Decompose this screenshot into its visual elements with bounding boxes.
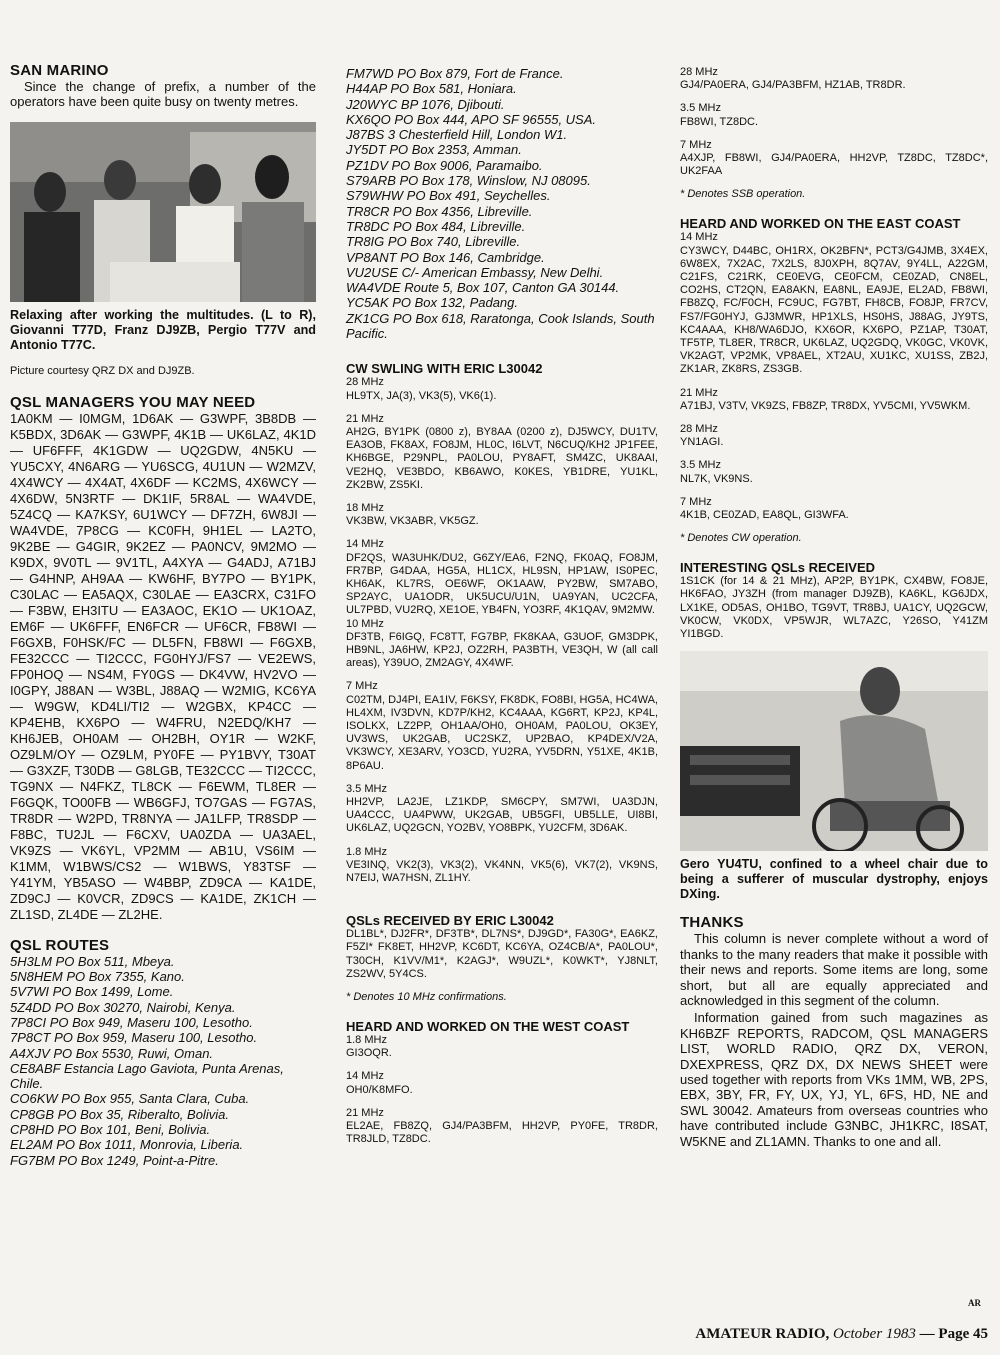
west-coast-note: * Denotes SSB operation. xyxy=(680,188,806,201)
route-item: CO6KW PO Box 955, Santa Clara, Cuba. xyxy=(10,1091,250,1107)
san-marino-photo xyxy=(10,122,316,302)
band-label: 28 MHz xyxy=(680,66,718,78)
qsls-eric-note: * Denotes 10 MHz confirmations. xyxy=(346,991,507,1004)
wheelchair-photo-illustration xyxy=(680,651,988,851)
yu4tu-caption: Gero YU4TU, confined to a wheel chair due to being a sufferer of muscular dystrophy, enjoys DXing. xyxy=(680,857,988,902)
band-calls: A4XJP, FB8WI, GJ4/PA0ERA, HH2VP, TZ8DC, TZ8DC*, UK2FAA xyxy=(680,152,988,178)
qsls-eric-heading: QSLs RECEIVED BY ERIC L30042 xyxy=(346,913,554,929)
west-coast-heading: HEARD AND WORKED ON THE WEST COAST xyxy=(346,1019,630,1035)
qsl-routes-list-2 xyxy=(346,66,658,341)
band-label: 28 MHz xyxy=(346,376,384,389)
route-item: H44AP PO Box 581, Honiara. xyxy=(346,81,517,97)
band-calls: DF3TB, F6IGQ, FC8TT, FG7BP, FK8KAA, G3UOF, GM3DPK, HB9NL, JA6HW, KP2J, OZ2RH, PA3BTH, VE3QH, W (all call areas), Y39UO, ZM2AGY, 4X4WF. xyxy=(346,630,658,670)
route-item: S79ARB PO Box 178, Winslow, NJ 08095. xyxy=(346,173,591,189)
thanks-paragraph-1: This column is never complete without a word of thanks to the many readers that make it possible with their news and reports. Some items are long, some short, but all are equally appreciated and acknowledged in this segment of the column. xyxy=(680,931,988,1008)
band-calls: OH0/K8MFO. xyxy=(346,1083,413,1096)
route-item: VU2USE C/- American Embassy, New Delhi. xyxy=(346,264,604,280)
route-item: CE8ABF Estancia Lago Gaviota, Punta Arenas, Chile. xyxy=(10,1060,284,1092)
magazine-name: AMATEUR RADIO, xyxy=(695,1326,830,1342)
band-label: 1.8 MHz xyxy=(346,845,387,858)
band-label: 7 MHz xyxy=(680,495,712,508)
qsl-managers-heading: QSL MANAGERS YOU MAY NEED xyxy=(10,393,256,411)
route-item: 7P8CI PO Box 949, Maseru 100, Lesotho. xyxy=(10,1015,253,1030)
route-item: A4XJV PO Box 5530, Ruwi, Oman. xyxy=(10,1045,214,1061)
route-item: 5Z4DD PO Box 30270, Nairobi, Kenya. xyxy=(10,999,236,1015)
issue-date: October 1983 xyxy=(833,1326,916,1342)
band-label: 28 MHz xyxy=(680,423,718,436)
band-calls: DF2QS, WA3UHK/DU2, G6ZY/EA6, F2NQ, FK0AQ, FO8JM, FR7BP, G4DAA, HG5A, HL1CX, HL9SN, HP1AW, IS0PEC, KH6AK, KL7RS, OE6WF, OK1AAW, PY2BW, SM7ABO, SP2AYC, UA1ODR, UK5UCU/U1N, UA9YAN, UC2CFA, UL7PBD, VU2RQ, XE1OE, YB4FN, YO3RF, 4K1QAV, 9M2MW. xyxy=(346,551,658,617)
route-item: JY5DT PO Box 2353, Amman. xyxy=(346,142,522,158)
band-calls: HH2VP, LA2JE, LZ1KDP, SM6CPY, SM7WI, UA3DJN, UA4CCC, UA4PWW, UK2GAB, UB5GFI, UB5LLE, UI8BI, UK6LAZ, UQ2GCN, YO2BV, YO8BPK, YU2CFM, 3D6AK. xyxy=(346,796,658,835)
band-label: 18 MHz xyxy=(346,501,384,514)
qsl-managers-list: 1A0KM — I0MGM, 1D6AK — G3WPF, 3B8DB — K5BDX, 3D6AK — G3WPF, 4K1B — UK6LAZ, 4K1D — UF6FFF, 4K1GDW — UQ2GDW, 4N5KU — YU5CXY, 4N6ARG — YU6SCG, 4U1UN — W2MZV, 4X4WCY — 4X4AT, 4X6DF — KC2MS, 4X6WCY — 4X6DW, 5N3RTF — DK1IF, 5R8AL — WA4VDE, 5Z4CQ — KA7KSY, 6U1WCY — DF7ZH, 6W8JI — WA4VDE, 7P8CG — KC0FH, 9H1EL — LA2TO, 9K2BE — G4GIR, 9K2EZ — PA0NCV, 9M2MO — K9DX, 9V0TL — 9V1TL, A4XYA — G4ADJ, A71BJ — G4HNP, AH9AA — KW6HF, BY7PO — BY1PK, C30LAC — EA5AQX, C30LAE — EA3CRX, C31FO — F3BW, EH3ITU — EA3AOC, EK1O — UK1OAZ, EM6F — UK6FFF, EN6FCR — UF6CR, FB8WI — F6GXB, F0HSK/FC — DL5FN, FB8WI — F6GXB, FE32CCC — TI2CCC, FG0HYJ/FS7 — VE2EWS, FP0HOQ — NS4M, FY0GS — DK4VW, HV2VO — I0GPY, J88AN — W3BL, J88AQ — W2MIG, KC6YA — W9GW, KD4LI/TI2 — W2GBX, KP4CC — KP4EHB, KX6PO — W4FRU, N2EDQ/KH7 — KH6JEB, OH0AM — OH2BH, OY1R — W2KF, OZ9LM/OY — OZ9LM, PY0FE — PY1BVY, T30AT — G3XZF, T30DB — G8LGB, TE32CCC — TI2CCC, TG9NX — N4FKZ, TL8CK — F6EWM, TL8ER — F6GQK, TO00FB — WB6GFJ, TO7GAS — FG7AS, TR8DR — W2PD, TR8NYA — JA1LFP, TR8SDP — F8BC, TU2JL — F6CXV, UA0ZDA — UA3AEL, VK9ZS — VK6YL, VP2MM — AB1U, VS6IM — K1MM, W1BWS/CS2 — W1BWS, Y83TSF — Y41YM, YB5ASO — W4BBP, ZD9CA — KA1DE, ZD9CJ — K0VCR, ZD9CS — KA1DE, ZK1CH — ZL1SD, ZL4DE — ZL2HE. xyxy=(10,410,316,922)
band-label: 21 MHz xyxy=(680,386,718,399)
band-label: 7 MHz xyxy=(680,138,712,151)
band-calls: C02TM, DJ4PI, EA1IV, F6KSY, FK8DK, FO8BI, HG5A, HC4WA, HL4XM, IV3DVN, KD7P/KH2, KC4AAA, KG6RT, KP2J, KP4L, ISOLKX, LZ2PP, OH1AA/OH0, OH0AM, PA0LOU, OK3EY, UV3WS, UK2GAB, UC2SKZ, UP2BAO, KP4DEX/V2A, VK3WCY, XE3ARV, YO3CD, YU2RA, YV5DRN, Y51XE, 4K1B, 8P6AU. xyxy=(346,693,658,772)
band-calls: FB8WI, TZ8DC. xyxy=(680,115,759,128)
column-2 xyxy=(346,66,658,1146)
qsls-eric-calls: DL1BL*, DJ2FR*, DF3TB*, DL7NS*, DJ9GD*, FA30G*, EA6KZ, F5ZI* FK8ET, HH2VP, KC6DT, KC6YA, OZ4CB/A*, PA0LOU*, T30CH, K1VV/M1*, K2AGJ*, W9UZL*, K0WKT*, YJ8NLT, ZS2WV, 5Y4CS. xyxy=(346,928,658,980)
band-label: 14 MHz xyxy=(680,231,718,244)
column-1 xyxy=(10,62,316,1168)
band-calls: YN1AGI. xyxy=(680,436,724,449)
page-footer xyxy=(695,1326,988,1343)
yu4tu-photo xyxy=(680,651,988,851)
route-item: TR8DC PO Box 484, Libreville. xyxy=(346,218,526,234)
band-label: 3.5 MHz xyxy=(680,102,721,115)
band-calls: A71BJ, V3TV, VK9ZS, FB8ZP, TR8DX, YV5CMI, YV5WKM. xyxy=(680,399,971,412)
route-item: PZ1DV PO Box 9006, Paramaibo. xyxy=(346,157,543,173)
route-item: CP8HD PO Box 101, Beni, Bolivia. xyxy=(10,1122,211,1138)
cw-swling-bands xyxy=(346,376,658,885)
route-item: J20WYC BP 1076, Djibouti. xyxy=(346,96,505,112)
route-item: KX6QO PO Box 444, APO SF 96555, USA. xyxy=(346,111,597,127)
band-label: 7 MHz xyxy=(346,680,378,693)
column-3 xyxy=(680,66,988,1149)
photo-credit: Picture courtesy QRZ DX and DJ9ZB. xyxy=(10,364,195,377)
san-marino-heading: SAN MARINO xyxy=(10,62,109,79)
cw-swling-heading: CW SWLING WITH ERIC L30042 xyxy=(346,361,543,377)
route-item: 5N8HEM PO Box 7355, Kano. xyxy=(10,969,185,985)
qsl-routes-list-1 xyxy=(10,954,316,1168)
band-label: 3.5 MHz xyxy=(346,782,387,795)
san-marino-intro: Since the change of prefix, a number of the operators have been quite busy on twenty metres. xyxy=(10,79,316,110)
band-label: 21 MHz xyxy=(346,1106,384,1119)
route-item: YC5AK PO Box 132, Padang. xyxy=(346,295,518,311)
interesting-qsls-heading: INTERESTING QSLs RECEIVED xyxy=(680,560,876,576)
band-label: 3.5 MHz xyxy=(680,459,721,472)
route-item: 5H3LM PO Box 511, Mbeya. xyxy=(10,953,175,969)
east-coast-heading: HEARD AND WORKED ON THE EAST COAST xyxy=(680,216,961,232)
interesting-qsls-calls: 1S1CK (for 14 & 21 MHz), AP2P, BY1PK, CX4BW, FO8JE, HK6FAO, JY3ZH (from manager DJ9ZB), KA6KL, KG6JDX, LX1KE, OD5AS, OH1BO, TG9VT, TR8BJ, UA1CY, UQ2GCW, VK0CW, VK0DX, VP5WJR, WL7AZC, Y26SO, Y41ZM YI1BGD. xyxy=(680,575,988,641)
band-calls: HL9TX, JA(3), VK3(5), VK6(1). xyxy=(346,389,497,402)
band-calls: CY3WCY, D44BC, OH1RX, OK2BFN*, PCT3/G4JMB, 3X4EX, 6W8EX, 7X2AC, 7X2LS, 8J0XPH, 8Q7AV, 9Y4LL, A22GM, C21FS, C21RK, CE0EVG, CE0FCM, CE0ZAD, CN8EL, CO2HS, CT2QN, EA8AKN, EA8NL, EA9JE, EL2AD, FB8WI, FB8ZQ, FC/F0CH, FC9UC, FG7BT, FH8CB, FO8JP, FR7CV, FS7/FG0HYJ, GJ3MWR, HP1XLS, HS0HS, J88AG, JY9TS, KC4AAA, KH8/WA6DJO, KX6OR, KX6PO, PZ1AP, T30AT, TF5TP, TL8ER, TR8CR, UK6LAZ, UQ2GDQ, VK0GC, VK0VK, VK2AGT, VP2MK, VP8AEL, XT2AU, XU1KC, XU1SS, ZB2J, ZK1AR, ZK8RS, ZS3GB. xyxy=(680,244,988,376)
route-item: J87BS 3 Chesterfield Hill, London W1. xyxy=(346,127,568,143)
band-calls: 4K1B, CE0ZAD, EA8QL, GI3WFA. xyxy=(680,509,849,522)
band-label: 1.8 MHz xyxy=(346,1034,387,1047)
route-item: 7P8CT PO Box 959, Maseru 100, Lesotho. xyxy=(10,1030,258,1046)
route-item: EL2AM PO Box 1011, Monrovia, Liberia. xyxy=(10,1137,244,1153)
san-marino-caption: Relaxing after working the multitudes. (L to R), Giovanni T77D, Franz DJ9ZB, Pergio T77V and Antonio T77C. xyxy=(10,307,316,352)
route-item: S79WHW PO Box 491, Seychelles. xyxy=(346,188,551,204)
band-label: 10 MHz xyxy=(346,617,384,630)
band-calls: NL7K, VK9NS. xyxy=(680,472,753,485)
west-coast-bands-1 xyxy=(346,1034,658,1146)
band-label: 14 MHz xyxy=(346,538,384,551)
route-item: TR8CR PO Box 4356, Libreville. xyxy=(346,203,533,219)
route-item: FM7WD PO Box 879, Fort de France. xyxy=(346,66,564,81)
thanks-paragraph-2: Information gained from such magazines as KH6BZF REPORTS, RADCOM, QSL MANAGERS LIST, WORLD RADIO, QRZ DX, VERON, DXEXPRESS, QRZ DX, DX NEWS SHEET were used together with reports from VKs 1MM, WB, 2PS, EBX, 3BY, FR, FY, UX, YJ, YL, 6FS, HD, NE and SWL 30042. Amateurs from overseas countries who have contributed include G3NBC, JH1KRC, I8SAT, W5KNE and ZL1AMN. Thanks to one and all. xyxy=(680,1010,988,1149)
route-item: ZK1CG PO Box 618, Raratonga, Cook Islands, South Pacific. xyxy=(346,310,655,342)
route-item: TR8IG PO Box 740, Libreville. xyxy=(346,234,521,250)
band-calls: VK3BW, VK3ABR, VK5GZ. xyxy=(346,515,479,528)
band-label: 14 MHz xyxy=(346,1070,384,1083)
west-coast-bands-2 xyxy=(680,66,988,178)
route-item: FG7BM PO Box 1249, Point-a-Pitre. xyxy=(10,1152,219,1168)
author-sign: AR xyxy=(968,1298,981,1308)
band-calls: GI3OQR. xyxy=(346,1047,392,1060)
page-number: — Page 45 xyxy=(919,1326,988,1342)
band-calls: GJ4/PA0ERA, GJ4/PA3BFM, HZ1AB, TR8DR. xyxy=(680,79,906,92)
thanks-heading: THANKS xyxy=(680,914,744,932)
route-item: CP8GB PO Box 35, Riberalto, Bolivia. xyxy=(10,1106,229,1122)
band-label: 21 MHz xyxy=(346,412,384,425)
band-calls: VE3INQ, VK2(3), VK3(2), VK4NN, VK5(6), VK7(2), VK9NS, N7EIJ, WA7HSN, ZL1HY. xyxy=(346,858,658,885)
group-photo-illustration xyxy=(10,122,316,302)
band-calls: AH2G, BY1PK (0800 z), BY8AA (0200 z), DJ5WCY, DU1TV, EA3OB, FK8AX, FO8JM, HL0C, I6LVT, N6CUQ/KH2 JP1FEE, KH6BGE, P29NPL, PA0LOU, PY8AFT, SM4ZC, UK8AAI, VE2HQ, VE3BDO, KB6AWO, K0KES, YB1DRE, YU1KL, ZK2BW, ZS5KI. xyxy=(346,425,658,491)
east-coast-note: * Denotes CW operation. xyxy=(680,532,802,545)
east-coast-bands xyxy=(680,231,988,522)
band-calls: EL2AE, FB8ZQ, GJ4/PA3BFM, HH2VP, PY0FE, TR8DR, TR8JLD, TZ8DC. xyxy=(346,1120,658,1146)
route-item: VP8ANT PO Box 146, Cambridge. xyxy=(346,249,545,265)
route-item: 5V7WI PO Box 1499, Lome. xyxy=(10,984,174,1000)
qsl-routes-heading: QSL ROUTES xyxy=(10,936,110,954)
route-item: WA4VDE Route 5, Box 107, Canton GA 30144. xyxy=(346,280,620,296)
